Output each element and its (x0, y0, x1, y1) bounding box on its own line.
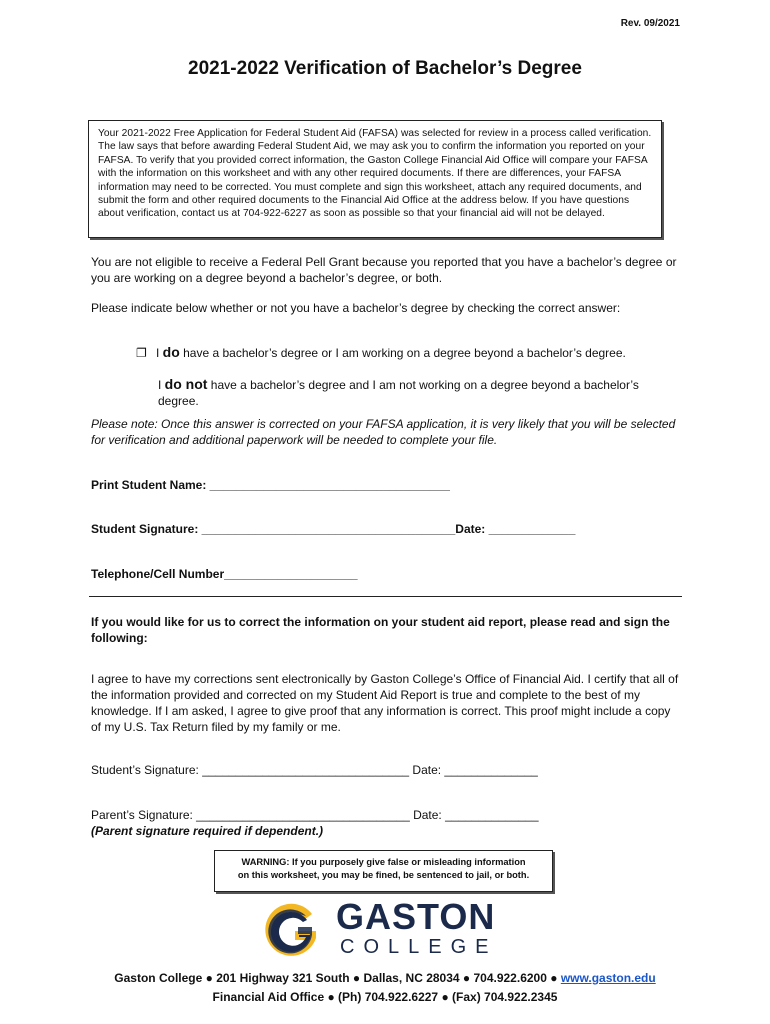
student-name-field[interactable]: Print Student Name: ____________________________________ (91, 478, 450, 492)
parent-signature-note: (Parent signature required if dependent.) (91, 824, 324, 838)
logo-word-college: COLLEGE (340, 936, 498, 958)
option-do-not-text: have a bachelor’s degree and I am not working on a degree beyond a bachelor’s degree. (158, 378, 639, 408)
warning-line-1: WARNING: If you purposely give false or misleading information (241, 857, 526, 867)
footer-address-text: Gaston College ● 201 Highway 321 South ● Dallas, NC 28034 ● 704.922.6200 ● (114, 971, 561, 985)
instruction-paragraph: Please indicate below whether or not you have a bachelor’s degree by checking the correct answer: (91, 301, 621, 315)
telephone-field[interactable]: Telephone/Cell Number____________________ (91, 567, 358, 581)
footer-phone: Financial Aid Office ● (Ph) 704.922.6227 ● (Fax) 704.922.2345 (212, 990, 558, 1004)
g-logo-icon (262, 900, 322, 962)
page-title: 2021-2022 Verification of Bachelor’s Degree (188, 58, 582, 79)
option-do[interactable] (136, 344, 696, 361)
please-note: Please note: Once this answer is corrected on your FAFSA application, it is very likely that you will be selected for verification and additional paperwork will be needed to complete your file. (91, 417, 676, 447)
option-do-text: have a bachelor’s degree or I am working on a degree beyond a bachelor’s degree. (179, 346, 626, 360)
option-do-prefix: I (156, 346, 163, 360)
option-do-not-prefix: I (158, 378, 165, 392)
intro-box (88, 120, 662, 238)
revision-label: Rev. 09/2021 (620, 18, 680, 29)
student-signature-field[interactable]: Student Signature: ______________________________________Date: _____________ (91, 522, 576, 536)
logo-word-gaston: GASTON (336, 896, 496, 937)
warning-box (214, 850, 553, 892)
option-do-not[interactable] (158, 376, 678, 409)
intro-text: Your 2021-2022 Free Application for Federal Student Aid (FAFSA) was selected for review in a process called verification. The law says that before awarding Federal Student Aid, we may ask you to confirm the information you reported on your FAFSA. To verify that you provided correct information, the Gaston College Financial Aid Office will compare your FAFSA with the information on this worksheet and with any other required documents. If there are differences, your FAFSA information may need to be corrected. You must complete and sign this worksheet, attach any required documents, and submit the form and other required documents to the Financial Aid Office at the address below. If you have questions about verification, contact us at 704-922-6227 as soon as possible so that your financial aid will not be delayed. (98, 128, 652, 220)
students-signature-field[interactable]: Student’s Signature: _______________________________ Date: ______________ (91, 763, 538, 777)
checkbox-icon[interactable]: ❐ (136, 346, 147, 360)
option-do-emphasis: do (162, 344, 180, 360)
option-do-not-emphasis: do not (164, 376, 208, 392)
warning-line-2: on this worksheet, you may be fined, be sentenced to jail, or both. (237, 870, 530, 880)
website-link[interactable]: www.gaston.edu (560, 971, 656, 985)
gaston-college-logo (262, 896, 502, 966)
ineligible-paragraph: You are not eligible to receive a Federal Pell Grant because you reported that you have a bachelor’s degree or you are working on a degree beyond a bachelor’s degree, or both. (91, 255, 677, 285)
corrections-heading: If you would like for us to correct the information on your student aid report, please read and sign the following: (91, 615, 670, 645)
section-divider (89, 596, 682, 597)
footer-address (0, 971, 770, 985)
parents-signature-field[interactable]: Parent’s Signature: ________________________________ Date: ______________ (91, 808, 539, 822)
agreement-paragraph: I agree to have my corrections sent electronically by Gaston College’s Office of Financial Aid. I certify that all of the information provided and corrected on my Student Aid Report is true and complete to the best of my knowledge. If I am asked, I agree to give proof that any information is correct. This proof might include a copy of my U.S. Tax Return filed by my family or me. (91, 672, 679, 734)
